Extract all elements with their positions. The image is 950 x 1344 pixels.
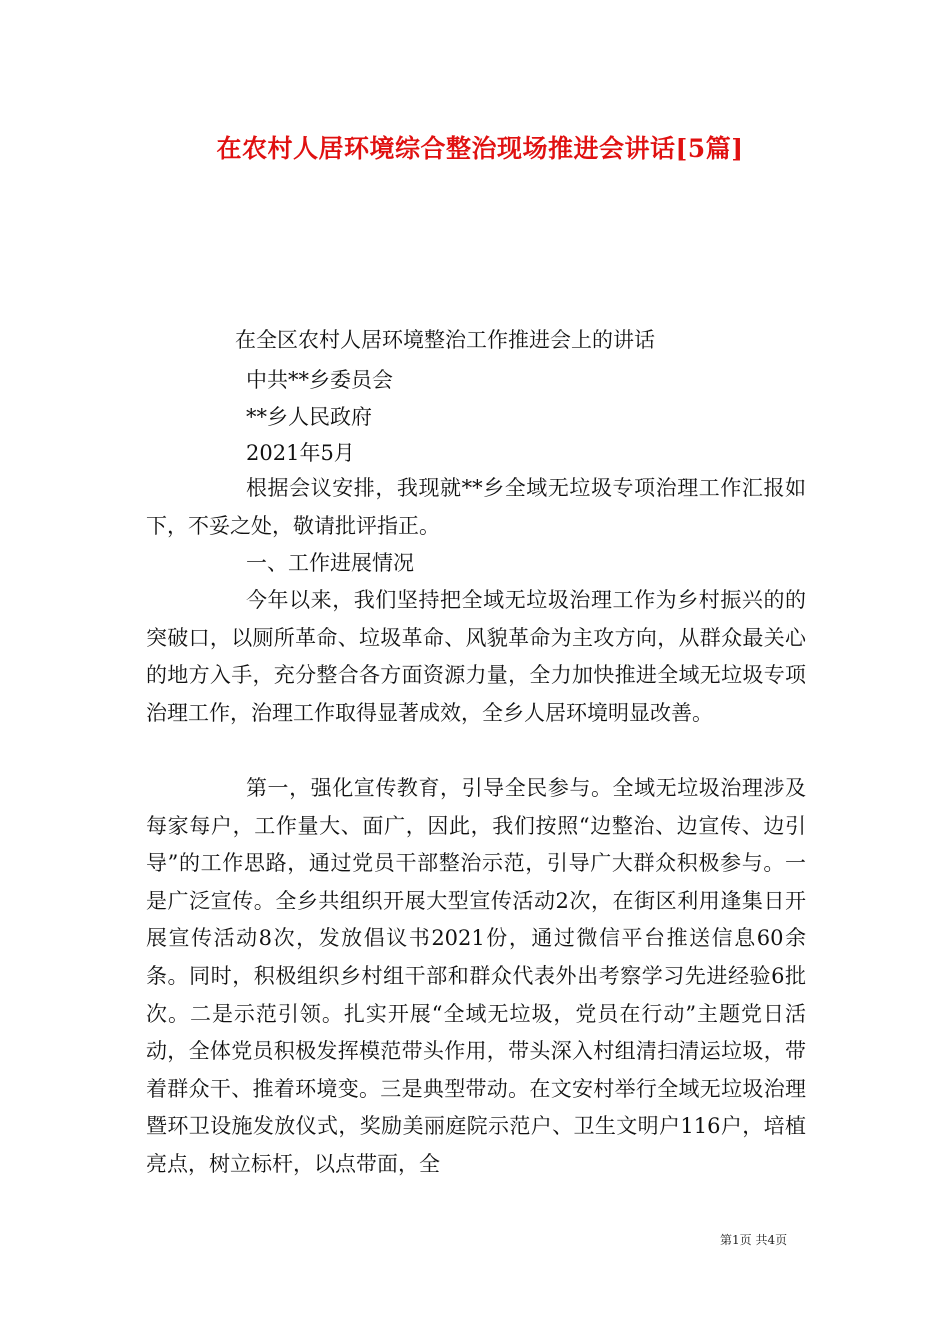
page-footer: 第1页 共4页 — [720, 1233, 788, 1247]
organization-line-1: 中共**乡委员会 — [246, 368, 393, 392]
body-paragraph: 第一，强化宣传教育，引导全民参与。全域无垃圾治理涉及每家每户，工作量大、面广，因此，我们按照“边整治、边宣传、边引导”的工作思路，通过党员干部整治示范，引导广大群众积极参与。一是广泛宣传。全乡共组织开展大型宣传活动2次，在街区利用逢集日开展宣传活动8次，发放倡议书2021份，通过微信平台推送信息60余条。同时，积极组织乡村组干部和群众代表外出考察学习先进经验6批次。二是示范引领。扎实开展“全域无垃圾，党员在行动”主题党日活动，全体党员积极发挥模范带头作用，带头深入村组清扫清运垃圾，带着群众干、推着环境变。三是典型带动。在文安村举行全域无垃圾治理暨环卫设施发放仪式，奖励美丽庭院示范户、卫生文明户116户，培植亮点，树立标杆，以点带面，全 — [146, 776, 806, 1176]
speech-title: 在全区农村人居环境整治工作推进会上的讲话 — [235, 328, 655, 352]
document-title: 在农村人居环境综合整治现场推进会讲话[5篇] — [216, 134, 744, 163]
body-paragraph: 根据会议安排，我现就**乡全域无垃圾专项治理工作汇报如下，不妥之处，敬请批评指正。 — [146, 476, 806, 538]
document-date: 2021年5月 — [246, 441, 355, 465]
section-heading: 一、工作进展情况 — [246, 551, 414, 575]
body-paragraph: 今年以来，我们坚持把全域无垃圾治理工作为乡村振兴的的突破口，以厕所革命、垃圾革命、风貌革命为主攻方向，从群众最关心的地方入手，充分整合各方面资源力量，全力加快推进全域无垃圾专项治理工作，治理工作取得显著成效，全乡人居环境明显改善。 — [146, 588, 806, 725]
organization-line-2: **乡人民政府 — [246, 405, 372, 429]
